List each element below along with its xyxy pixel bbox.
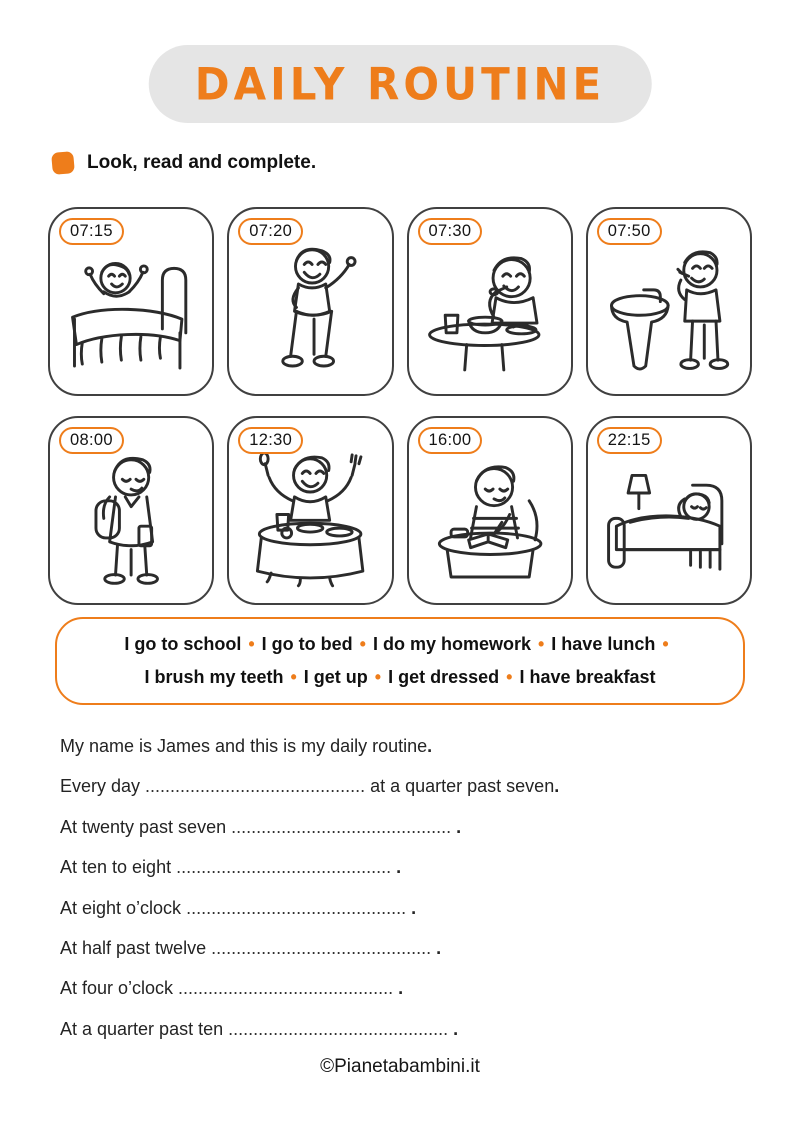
time-badge: 22:15	[597, 427, 662, 454]
sentence-text: At eight o’clock	[60, 897, 187, 918]
time-badge: 07:20	[238, 218, 303, 245]
sentence-period: .	[398, 978, 404, 999]
word-bank-phrase: I go to bed	[261, 634, 353, 654]
title-pill	[149, 45, 652, 123]
page-title: DAILY ROUTINE	[194, 58, 606, 110]
word-bank-phrase: I do my homework	[372, 634, 531, 654]
sentence-text: My name is James and this is my daily routine	[60, 736, 428, 756]
sentence-text: at a quarter past seven	[365, 776, 555, 797]
blank-dots: ............................................	[231, 816, 452, 837]
sentence-line	[60, 807, 770, 847]
sentence-text: At twenty past seven	[60, 816, 232, 837]
routine-card-grid	[48, 207, 752, 605]
time-badge: 16:00	[418, 427, 483, 454]
word-bank-phrase: I go to school	[124, 634, 242, 654]
sentence-intro	[60, 726, 770, 766]
sentence-period: .	[411, 897, 417, 918]
card-get-up	[48, 207, 214, 396]
sentence-text: Every day	[60, 776, 146, 797]
blank-dots: ............................................	[228, 1018, 449, 1039]
orange-square-icon	[51, 151, 75, 175]
bullet-separator: •	[662, 634, 669, 654]
sentence-line	[60, 968, 770, 1008]
sentence-text: At a quarter past ten	[60, 1018, 229, 1039]
sentence-period: .	[396, 857, 402, 878]
card-do-homework	[407, 416, 573, 605]
card-have-breakfast	[407, 207, 573, 396]
card-have-lunch	[227, 416, 393, 605]
bullet-separator: •	[374, 667, 382, 687]
blank-dots: ............................................	[186, 897, 407, 918]
word-bank-line-1	[71, 628, 729, 661]
sentence-line	[60, 888, 770, 928]
bullet-separator: •	[290, 667, 297, 687]
sentence-line	[60, 847, 770, 887]
word-bank-phrase: I get up	[303, 667, 368, 687]
word-bank	[55, 617, 745, 705]
bullet-separator: •	[537, 634, 545, 654]
blank-dots: ............................................	[145, 776, 366, 797]
sentence-text: At half past twelve	[60, 938, 212, 959]
card-brush-teeth	[586, 207, 752, 396]
card-get-dressed	[227, 207, 393, 396]
instruction-row	[52, 152, 316, 174]
sentence-period: .	[456, 816, 462, 837]
sentence-period: .	[554, 776, 560, 797]
sentence-line	[60, 1009, 770, 1049]
blank-dots: ...........................................	[176, 857, 392, 878]
instruction-text: Look, read and complete.	[87, 152, 317, 173]
sentence-line	[60, 928, 770, 968]
sentence-line	[60, 766, 770, 806]
time-badge: 07:15	[59, 218, 124, 245]
footer-credit: ©Pianetabambini.it	[320, 1056, 480, 1077]
word-bank-phrase: I have breakfast	[519, 667, 656, 687]
bullet-separator: •	[506, 667, 513, 687]
bullet-separator: •	[359, 634, 366, 654]
blank-dots: ............................................	[211, 938, 432, 959]
sentence-period: .	[436, 938, 442, 959]
word-bank-phrase: I have lunch	[551, 634, 656, 654]
sentence-period: .	[427, 736, 433, 756]
time-badge: 12:30	[238, 427, 303, 454]
sentence-text: At ten to eight	[60, 857, 177, 878]
time-badge: 07:30	[418, 218, 483, 245]
bullet-separator: •	[248, 634, 255, 654]
time-badge: 07:50	[597, 218, 662, 245]
word-bank-phrase: I brush my teeth	[144, 667, 284, 687]
sentence-period: .	[453, 1018, 459, 1039]
card-go-to-bed	[586, 416, 752, 605]
blank-dots: ...........................................	[178, 978, 394, 999]
sentence-list	[60, 726, 770, 1049]
sentence-text: At four o’clock	[60, 978, 179, 999]
word-bank-line-2	[71, 661, 729, 694]
card-go-to-school	[48, 416, 214, 605]
time-badge: 08:00	[59, 427, 124, 454]
word-bank-phrase: I get dressed	[388, 667, 500, 687]
